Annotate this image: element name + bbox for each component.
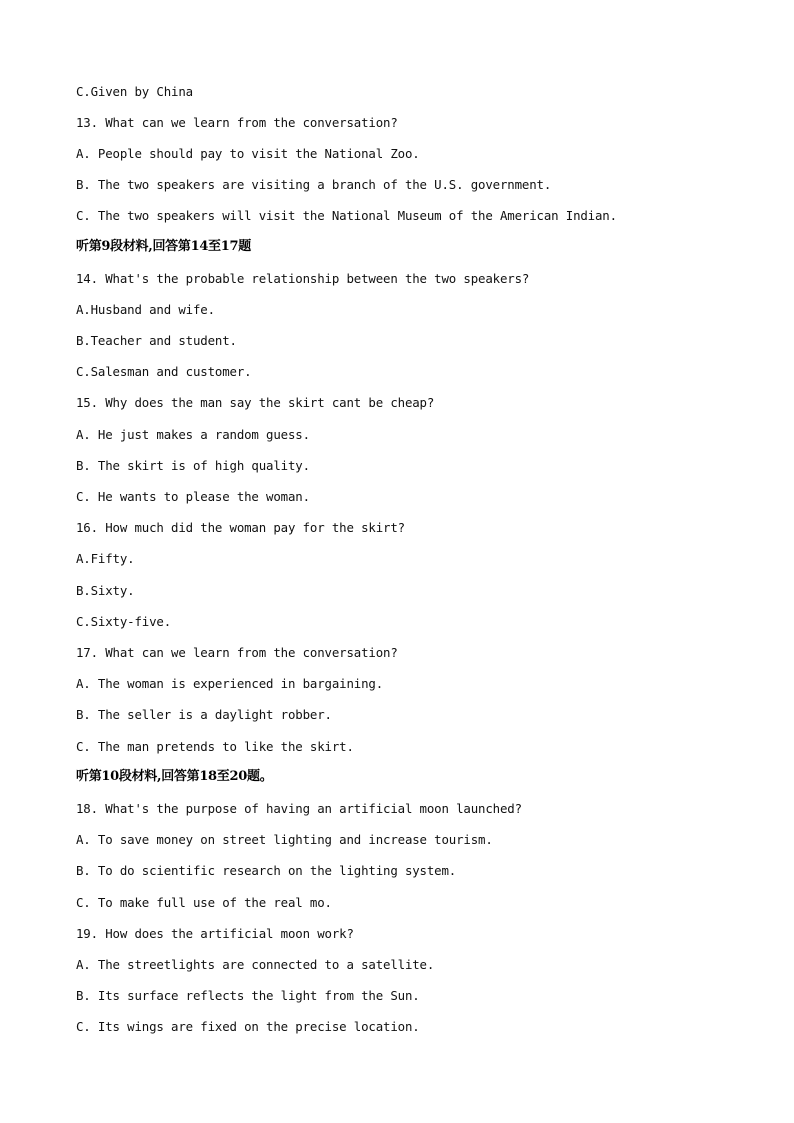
option-13a: A. People should pay to visit the National Zoo. bbox=[76, 146, 420, 161]
option-15c: C. He wants to please the woman. bbox=[76, 489, 310, 504]
option-16c: C.Sixty-five. bbox=[76, 614, 172, 629]
option-17a: A. The woman is experienced in bargaining. bbox=[76, 676, 384, 691]
question-17: 17. What can we learn from the conversation? bbox=[76, 645, 398, 660]
option-14b: B.Teacher and student. bbox=[76, 333, 237, 348]
option-13c: C. The two speakers will visit the National Museum of the American Indian. bbox=[76, 208, 617, 223]
option-12c: C.Given by China bbox=[76, 84, 193, 99]
option-15b: B. The skirt is of high quality. bbox=[76, 458, 310, 473]
question-18: 18. What's the purpose of having an artificial moon launched? bbox=[76, 801, 522, 816]
option-18b: B. To do scientific research on the lighting system. bbox=[76, 863, 457, 878]
option-14c: C.Salesman and customer. bbox=[76, 364, 252, 379]
option-18c: C. To make full use of the real mo. bbox=[76, 895, 332, 910]
question-13: 13. What can we learn from the conversation? bbox=[76, 115, 398, 130]
option-13b: B. The two speakers are visiting a branch of the U.S. government. bbox=[76, 177, 552, 192]
option-16b: B.Sixty. bbox=[76, 583, 135, 598]
option-15a: A. He just makes a random guess. bbox=[76, 427, 310, 442]
option-17c: C. The man pretends to like the skirt. bbox=[76, 739, 354, 754]
question-16: 16. How much did the woman pay for the skirt? bbox=[76, 520, 405, 535]
option-19a: A. The streetlights are connected to a satellite. bbox=[76, 957, 435, 972]
option-14a: A.Husband and wife. bbox=[76, 302, 215, 317]
option-19c: C. Its wings are fixed on the precise location. bbox=[76, 1019, 420, 1034]
option-18a: A. To save money on street lighting and increase tourism. bbox=[76, 832, 493, 847]
question-15: 15. Why does the man say the skirt cant be cheap? bbox=[76, 395, 435, 410]
question-14: 14. What's the probable relationship between the two speakers? bbox=[76, 271, 530, 286]
section-heading-9: 听第9段材料,回答第14至17题 bbox=[76, 239, 251, 254]
option-16a: A.Fifty. bbox=[76, 551, 135, 566]
option-17b: B. The seller is a daylight robber. bbox=[76, 707, 332, 722]
option-19b: B. Its surface reflects the light from the Sun. bbox=[76, 988, 420, 1003]
question-19: 19. How does the artificial moon work? bbox=[76, 926, 354, 941]
section-heading-10: 听第10段材料,回答第18至20题。 bbox=[76, 769, 273, 784]
